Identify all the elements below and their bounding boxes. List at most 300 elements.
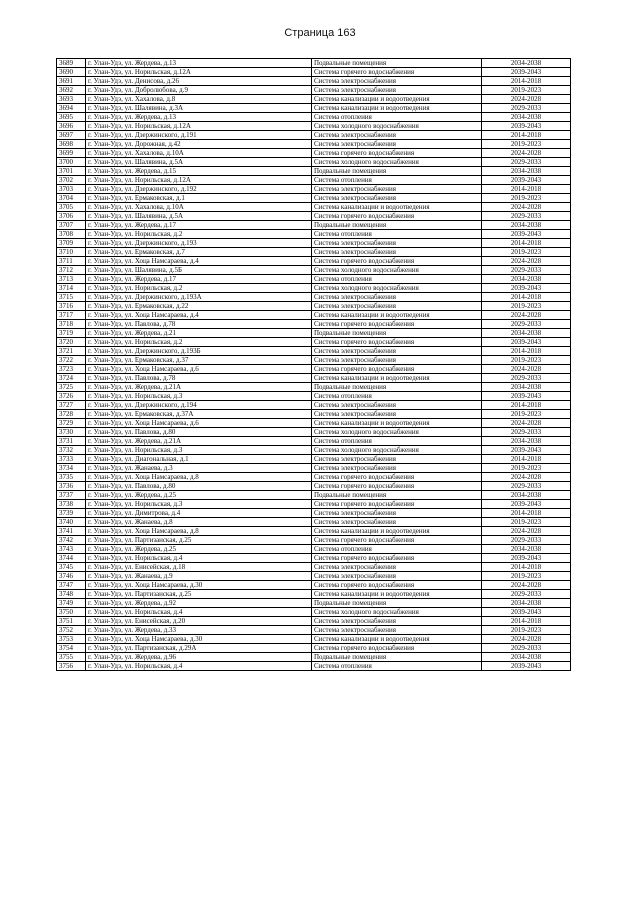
row-number: 3741	[57, 527, 86, 536]
table-row	[57, 68, 571, 77]
row-address: г. Улан-Удэ, ул. Хоца Намсараева, д.30	[86, 635, 312, 644]
row-system: Подвальные помещения	[312, 491, 482, 500]
row-address: г. Улан-Удэ, ул. Павлова, д.80	[86, 428, 312, 437]
row-number: 3694	[57, 104, 86, 113]
row-number: 3744	[57, 554, 86, 563]
row-address: г. Улан-Удэ, ул. Жанаева, д.9	[86, 572, 312, 581]
row-period: 2034-2038	[482, 275, 571, 284]
row-system: Система электроснабжения	[312, 293, 482, 302]
row-system: Система отопления	[312, 545, 482, 554]
table-row	[57, 275, 571, 284]
row-system: Система горячего водоснабжения	[312, 473, 482, 482]
table-row	[57, 167, 571, 176]
table-row	[57, 59, 571, 68]
row-system: Система горячего водоснабжения	[312, 581, 482, 590]
row-system: Подвальные помещения	[312, 167, 482, 176]
row-period: 2029-2033	[482, 428, 571, 437]
row-period: 2014-2018	[482, 185, 571, 194]
table-row	[57, 230, 571, 239]
table-row	[57, 185, 571, 194]
row-number: 3699	[57, 149, 86, 158]
row-address: г. Улан-Удэ, ул. Дзержинского, д.194	[86, 401, 312, 410]
row-period: 2014-2018	[482, 347, 571, 356]
row-system: Система канализации и водоотведения	[312, 374, 482, 383]
row-system: Система холодного водоснабжения	[312, 446, 482, 455]
row-period: 2014-2018	[482, 617, 571, 626]
row-system: Подвальные помещения	[312, 221, 482, 230]
row-period: 2019-2023	[482, 248, 571, 257]
row-address: г. Улан-Удэ, ул. Дзержинского, д.193А	[86, 293, 312, 302]
table-row	[57, 599, 571, 608]
table-row	[57, 401, 571, 410]
row-period: 2034-2038	[482, 221, 571, 230]
row-number: 3733	[57, 455, 86, 464]
row-system: Система электроснабжения	[312, 464, 482, 473]
row-period: 2039-2043	[482, 68, 571, 77]
row-period: 2034-2038	[482, 653, 571, 662]
row-period: 2019-2023	[482, 626, 571, 635]
row-number: 3692	[57, 86, 86, 95]
row-address: г. Улан-Удэ, ул. Шалявина, д.5Б	[86, 266, 312, 275]
row-number: 3722	[57, 356, 86, 365]
row-system: Система горячего водоснабжения	[312, 212, 482, 221]
row-address: г. Улан-Удэ, ул. Ермаковская, д.22	[86, 302, 312, 311]
row-system: Система электроснабжения	[312, 131, 482, 140]
row-number: 3689	[57, 59, 86, 68]
row-period: 2024-2028	[482, 149, 571, 158]
row-number: 3709	[57, 239, 86, 248]
row-period: 2024-2028	[482, 311, 571, 320]
row-number: 3735	[57, 473, 86, 482]
row-system: Система электроснабжения	[312, 518, 482, 527]
row-number: 3748	[57, 590, 86, 599]
row-address: г. Улан-Удэ, ул. Норильская, д.12А	[86, 68, 312, 77]
row-number: 3750	[57, 608, 86, 617]
row-period: 2019-2023	[482, 464, 571, 473]
row-address: г. Улан-Удэ, ул. Жердева, д.13	[86, 59, 312, 68]
row-address: г. Улан-Удэ, ул. Димитрова, д.4	[86, 509, 312, 518]
row-number: 3691	[57, 77, 86, 86]
row-system: Система электроснабжения	[312, 248, 482, 257]
row-number: 3711	[57, 257, 86, 266]
row-system: Система канализации и водоотведения	[312, 635, 482, 644]
row-period: 2019-2023	[482, 518, 571, 527]
row-address: г. Улан-Удэ, ул. Партизанская, д.29А	[86, 644, 312, 653]
table-row	[57, 77, 571, 86]
table-row	[57, 131, 571, 140]
table-row	[57, 464, 571, 473]
row-number: 3739	[57, 509, 86, 518]
table-row	[57, 113, 571, 122]
row-number: 3724	[57, 374, 86, 383]
page-title: Страница 163	[284, 27, 356, 39]
row-address: г. Улан-Удэ, ул. Павлова, д.78	[86, 320, 312, 329]
table-row	[57, 572, 571, 581]
row-number: 3743	[57, 545, 86, 554]
row-number: 3728	[57, 410, 86, 419]
row-period: 2039-2043	[482, 392, 571, 401]
row-system: Система отопления	[312, 392, 482, 401]
table-row	[57, 239, 571, 248]
row-period: 2039-2043	[482, 608, 571, 617]
row-number: 3714	[57, 284, 86, 293]
row-period: 2019-2023	[482, 140, 571, 149]
row-address: г. Улан-Удэ, ул. Норильская, д.4	[86, 554, 312, 563]
row-address: г. Улан-Удэ, ул. Партизанская, д.25	[86, 590, 312, 599]
row-number: 3718	[57, 320, 86, 329]
row-system: Система горячего водоснабжения	[312, 500, 482, 509]
row-system: Система горячего водоснабжения	[312, 536, 482, 545]
row-period: 2034-2038	[482, 113, 571, 122]
row-address: г. Улан-Удэ, ул. Норильская, д.3	[86, 500, 312, 509]
table-row	[57, 644, 571, 653]
row-number: 3702	[57, 176, 86, 185]
row-period: 2034-2038	[482, 491, 571, 500]
row-address: г. Улан-Удэ, ул. Хоца Намсараева, д.4	[86, 311, 312, 320]
table-row	[57, 356, 571, 365]
row-address: г. Улан-Удэ, ул. Жердева, д.21А	[86, 383, 312, 392]
table-row	[57, 527, 571, 536]
table-row	[57, 266, 571, 275]
row-number: 3726	[57, 392, 86, 401]
table-row	[57, 95, 571, 104]
table-row	[57, 176, 571, 185]
row-system: Система электроснабжения	[312, 563, 482, 572]
row-number: 3706	[57, 212, 86, 221]
row-system: Система отопления	[312, 176, 482, 185]
table-row	[57, 311, 571, 320]
row-period: 2029-2033	[482, 158, 571, 167]
row-period: 2024-2028	[482, 581, 571, 590]
table-row	[57, 590, 571, 599]
row-address: г. Улан-Удэ, ул. Ермаковская, д.37А	[86, 410, 312, 419]
row-period: 2029-2033	[482, 266, 571, 275]
row-system: Система отопления	[312, 113, 482, 122]
table-row	[57, 428, 571, 437]
row-address: г. Улан-Удэ, ул. Норильская, д.4	[86, 662, 312, 671]
table-row	[57, 437, 571, 446]
row-system: Система канализации и водоотведения	[312, 590, 482, 599]
row-period: 2024-2028	[482, 203, 571, 212]
row-number: 3710	[57, 248, 86, 257]
table-row	[57, 536, 571, 545]
row-address: г. Улан-Удэ, ул. Норильская, д.2	[86, 230, 312, 239]
table-body	[57, 59, 571, 671]
row-period: 2039-2043	[482, 122, 571, 131]
row-period: 2039-2043	[482, 554, 571, 563]
row-number: 3693	[57, 95, 86, 104]
table-row	[57, 320, 571, 329]
row-address: г. Улан-Удэ, ул. Норильская, д.3	[86, 446, 312, 455]
table-row	[57, 194, 571, 203]
row-period: 2014-2018	[482, 509, 571, 518]
table-row	[57, 653, 571, 662]
row-system: Система электроснабжения	[312, 509, 482, 518]
row-number: 3713	[57, 275, 86, 284]
table-row	[57, 509, 571, 518]
row-system: Система горячего водоснабжения	[312, 482, 482, 491]
row-address: г. Улан-Удэ, ул. Жердева, д.92	[86, 599, 312, 608]
row-number: 3731	[57, 437, 86, 446]
row-period: 2034-2038	[482, 167, 571, 176]
table-row	[57, 446, 571, 455]
row-number: 3698	[57, 140, 86, 149]
row-number: 3716	[57, 302, 86, 311]
row-period: 2029-2033	[482, 644, 571, 653]
table-row	[57, 545, 571, 554]
row-address: г. Улан-Удэ, ул. Диагональная, д.1	[86, 455, 312, 464]
row-address: г. Улан-Удэ, ул. Жанаева, д.3	[86, 464, 312, 473]
row-number: 3725	[57, 383, 86, 392]
table-row	[57, 221, 571, 230]
row-system: Система электроснабжения	[312, 356, 482, 365]
row-system: Система канализации и водоотведения	[312, 527, 482, 536]
row-address: г. Улан-Удэ, ул. Ермаковская, д.37	[86, 356, 312, 365]
row-address: г. Улан-Удэ, ул. Добролюбова, д.9	[86, 86, 312, 95]
row-number: 3738	[57, 500, 86, 509]
row-number: 3745	[57, 563, 86, 572]
row-system: Подвальные помещения	[312, 59, 482, 68]
row-address: г. Улан-Удэ, ул. Хоца Намсараева, д.6	[86, 365, 312, 374]
table-row	[57, 365, 571, 374]
row-number: 3690	[57, 68, 86, 77]
row-period: 2014-2018	[482, 455, 571, 464]
row-period: 2024-2028	[482, 365, 571, 374]
row-address: г. Улан-Удэ, ул. Хоца Намсараева, д.6	[86, 419, 312, 428]
row-period: 2029-2033	[482, 104, 571, 113]
row-period: 2039-2043	[482, 176, 571, 185]
row-period: 2039-2043	[482, 446, 571, 455]
row-number: 3734	[57, 464, 86, 473]
row-address: г. Улан-Удэ, ул. Жердева, д.25	[86, 491, 312, 500]
row-address: г. Улан-Удэ, ул. Жердева, д.33	[86, 626, 312, 635]
table-row	[57, 482, 571, 491]
table-row	[57, 383, 571, 392]
row-system: Система отопления	[312, 230, 482, 239]
row-number: 3736	[57, 482, 86, 491]
row-system: Система электроснабжения	[312, 185, 482, 194]
row-address: г. Улан-Удэ, ул. Дзержинского, д.192	[86, 185, 312, 194]
row-system: Система холодного водоснабжения	[312, 266, 482, 275]
row-system: Система электроснабжения	[312, 239, 482, 248]
row-address: г. Улан-Удэ, ул. Енисейская, д.20	[86, 617, 312, 626]
row-number: 3753	[57, 635, 86, 644]
row-number: 3701	[57, 167, 86, 176]
row-period: 2019-2023	[482, 572, 571, 581]
row-system: Система холодного водоснабжения	[312, 608, 482, 617]
table-row	[57, 212, 571, 221]
row-period: 2034-2038	[482, 383, 571, 392]
row-number: 3749	[57, 599, 86, 608]
table-row	[57, 563, 571, 572]
row-period: 2039-2043	[482, 284, 571, 293]
table-row	[57, 491, 571, 500]
table-row	[57, 302, 571, 311]
row-period: 2014-2018	[482, 239, 571, 248]
row-number: 3695	[57, 113, 86, 122]
row-address: г. Улан-Удэ, ул. Жердева, д.17	[86, 221, 312, 230]
table-row	[57, 455, 571, 464]
row-system: Система канализации и водоотведения	[312, 95, 482, 104]
row-number: 3723	[57, 365, 86, 374]
row-address: г. Улан-Удэ, ул. Жердева, д.15	[86, 167, 312, 176]
table-row	[57, 347, 571, 356]
row-period: 2029-2033	[482, 590, 571, 599]
row-system: Подвальные помещения	[312, 653, 482, 662]
row-number: 3696	[57, 122, 86, 131]
row-system: Система горячего водоснабжения	[312, 320, 482, 329]
row-system: Система электроснабжения	[312, 302, 482, 311]
row-system: Система отопления	[312, 275, 482, 284]
row-system: Система электроснабжения	[312, 77, 482, 86]
row-system: Система электроснабжения	[312, 86, 482, 95]
row-period: 2019-2023	[482, 302, 571, 311]
table-row	[57, 581, 571, 590]
row-system: Система электроснабжения	[312, 572, 482, 581]
row-period: 2019-2023	[482, 194, 571, 203]
row-number: 3756	[57, 662, 86, 671]
table-row	[57, 374, 571, 383]
row-address: г. Улан-Удэ, ул. Шалявина, д.3А	[86, 104, 312, 113]
row-address: г. Улан-Удэ, ул. Дзержинского, д.191	[86, 131, 312, 140]
table-row	[57, 410, 571, 419]
table-row	[57, 554, 571, 563]
row-period: 2024-2028	[482, 473, 571, 482]
row-address: г. Улан-Удэ, ул. Ермаковская, д.1	[86, 194, 312, 203]
table-row	[57, 338, 571, 347]
row-system: Система горячего водоснабжения	[312, 149, 482, 158]
row-system: Система холодного водоснабжения	[312, 122, 482, 131]
row-address: г. Улан-Удэ, ул. Жердева, д.13	[86, 113, 312, 122]
row-system: Система канализации и водоотведения	[312, 203, 482, 212]
row-system: Система горячего водоснабжения	[312, 644, 482, 653]
row-number: 3705	[57, 203, 86, 212]
row-address: г. Улан-Удэ, ул. Норильская, д.12А	[86, 176, 312, 185]
table-row	[57, 617, 571, 626]
row-system: Система электроснабжения	[312, 347, 482, 356]
table-row	[57, 158, 571, 167]
row-number: 3755	[57, 653, 86, 662]
row-period: 2019-2023	[482, 410, 571, 419]
table-row	[57, 248, 571, 257]
row-period: 2019-2023	[482, 86, 571, 95]
row-system: Система горячего водоснабжения	[312, 338, 482, 347]
row-system: Система горячего водоснабжения	[312, 365, 482, 374]
row-system: Система электроснабжения	[312, 617, 482, 626]
row-period: 2039-2043	[482, 338, 571, 347]
row-period: 2039-2043	[482, 230, 571, 239]
row-address: г. Улан-Удэ, ул. Жердева, д.96	[86, 653, 312, 662]
table-row	[57, 122, 571, 131]
row-system: Система электроснабжения	[312, 410, 482, 419]
table-row	[57, 257, 571, 266]
row-address: г. Улан-Удэ, ул. Дзержинского, д.193Б	[86, 347, 312, 356]
table-row	[57, 626, 571, 635]
table-row	[57, 419, 571, 428]
row-number: 3742	[57, 536, 86, 545]
row-number: 3732	[57, 446, 86, 455]
row-period: 2014-2018	[482, 401, 571, 410]
table-row	[57, 608, 571, 617]
row-period: 2014-2018	[482, 131, 571, 140]
row-address: г. Улан-Удэ, ул. Дзержинского, д.193	[86, 239, 312, 248]
row-period: 2034-2038	[482, 59, 571, 68]
row-system: Система электроснабжения	[312, 626, 482, 635]
row-number: 3703	[57, 185, 86, 194]
row-address: г. Улан-Удэ, ул. Норильская, д.4	[86, 608, 312, 617]
table-row	[57, 662, 571, 671]
row-address: г. Улан-Удэ, ул. Норильская, д.2	[86, 284, 312, 293]
row-period: 2029-2033	[482, 320, 571, 329]
row-period: 2034-2038	[482, 437, 571, 446]
row-period: 2024-2028	[482, 635, 571, 644]
table-row	[57, 473, 571, 482]
row-period: 2034-2038	[482, 329, 571, 338]
row-address: г. Улан-Удэ, ул. Жердева, д.21А	[86, 437, 312, 446]
row-system: Система электроснабжения	[312, 140, 482, 149]
row-system: Система горячего водоснабжения	[312, 257, 482, 266]
row-address: г. Улан-Удэ, ул. Хоца Намсараева, д.30	[86, 581, 312, 590]
row-period: 2034-2038	[482, 599, 571, 608]
row-system: Подвальные помещения	[312, 329, 482, 338]
row-address: г. Улан-Удэ, ул. Денисова, д.26	[86, 77, 312, 86]
row-system: Система отопления	[312, 662, 482, 671]
row-period: 2029-2033	[482, 482, 571, 491]
row-address: г. Улан-Удэ, ул. Хахалова, д.10А	[86, 149, 312, 158]
row-system: Система электроснабжения	[312, 194, 482, 203]
row-period: 2024-2028	[482, 419, 571, 428]
row-period: 2029-2033	[482, 536, 571, 545]
row-system: Система горячего водоснабжения	[312, 554, 482, 563]
table-row	[57, 86, 571, 95]
table-row	[57, 329, 571, 338]
row-address: г. Улан-Удэ, ул. Павлова, д.78	[86, 374, 312, 383]
row-address: г. Улан-Удэ, ул. Жанаева, д.8	[86, 518, 312, 527]
row-number: 3708	[57, 230, 86, 239]
repair-schedule-table	[56, 58, 571, 671]
row-number: 3751	[57, 617, 86, 626]
table-row	[57, 392, 571, 401]
row-address: г. Улан-Удэ, ул. Павлова, д.80	[86, 482, 312, 491]
row-number: 3707	[57, 221, 86, 230]
row-number: 3721	[57, 347, 86, 356]
row-system: Система холодного водоснабжения	[312, 284, 482, 293]
row-address: г. Улан-Удэ, ул. Енисейская, д.18	[86, 563, 312, 572]
table-row	[57, 149, 571, 158]
row-system: Система канализации и водоотведения	[312, 104, 482, 113]
row-system: Система отопления	[312, 437, 482, 446]
row-system: Система холодного водоснабжения	[312, 158, 482, 167]
row-system: Система холодного водоснабжения	[312, 428, 482, 437]
table-row	[57, 293, 571, 302]
row-system: Система электроснабжения	[312, 455, 482, 464]
table-row	[57, 500, 571, 509]
table-row	[57, 284, 571, 293]
row-address: г. Улан-Удэ, ул. Норильская, д.2	[86, 338, 312, 347]
row-period: 2014-2018	[482, 293, 571, 302]
row-period: 2024-2028	[482, 95, 571, 104]
row-system: Подвальные помещения	[312, 383, 482, 392]
row-system: Система электроснабжения	[312, 401, 482, 410]
row-period: 2014-2018	[482, 563, 571, 572]
row-address: г. Улан-Удэ, ул. Хахалова, д.10А	[86, 203, 312, 212]
row-address: г. Улан-Удэ, ул. Хахалова, д.8	[86, 95, 312, 104]
row-address: г. Улан-Удэ, ул. Норильская, д.3	[86, 392, 312, 401]
row-number: 3715	[57, 293, 86, 302]
row-period: 2024-2028	[482, 257, 571, 266]
row-number: 3700	[57, 158, 86, 167]
row-address: г. Улан-Удэ, ул. Шалявина, д.5А	[86, 158, 312, 167]
